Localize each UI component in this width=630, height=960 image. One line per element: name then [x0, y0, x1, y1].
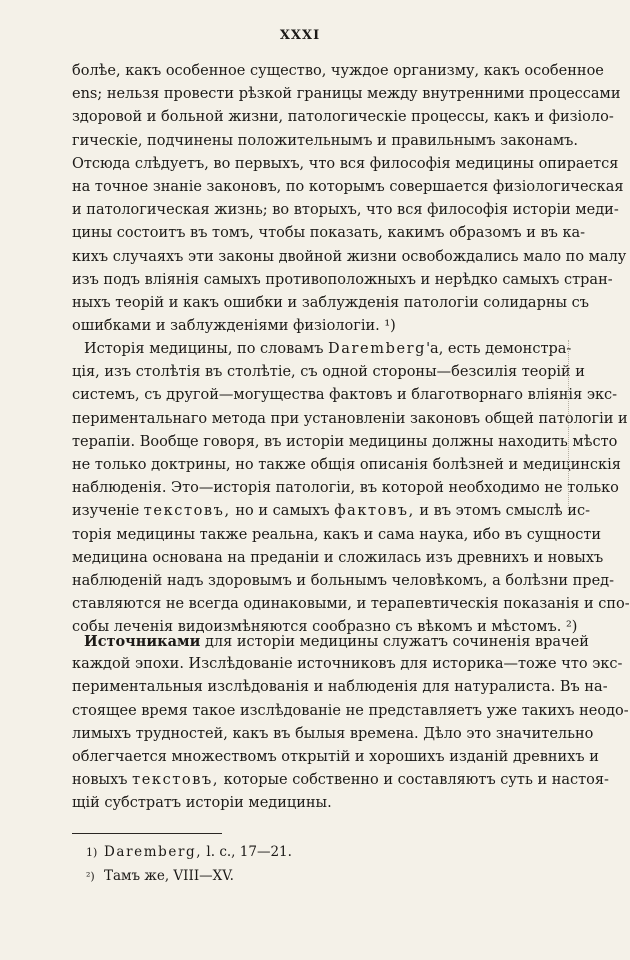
text-line: наблюденія. Это—исторія патологіи, въ которой необходимо не только: [72, 480, 619, 497]
footnotes: [86, 840, 546, 888]
author-name: Daremberg,: [104, 844, 203, 860]
emphasis-word: текстовъ,: [143, 503, 231, 520]
bold-lead-word: Источниками: [84, 633, 201, 650]
text-line: собы леченія видоизмѣняются сообразно съ вѣкомъ и мѣстомъ. ²): [72, 619, 578, 636]
text-run: которые собственно и составляютъ суть и настоя-: [223, 772, 609, 789]
footnote-text: Тамъ же, VIII—XV.: [104, 868, 234, 884]
text-run: Исторія медицины, по словамъ: [84, 341, 324, 357]
text-line: не только доктрины, но также общія описанія болѣзней и медицинскія: [72, 456, 621, 473]
text-line: [72, 630, 589, 653]
footnote-1: [86, 840, 546, 864]
footnote-text: l. c., 17—21.: [202, 844, 292, 860]
footnote-number: ²): [86, 870, 95, 883]
page-number: XXXI: [279, 28, 321, 43]
author-name: Daremberg: [328, 341, 427, 357]
footnote-number: 1): [86, 846, 98, 859]
text-line: ens; нельзя провести рѣзкой границы между внутренними процессами: [72, 86, 621, 103]
text-line: щій субстратъ исторіи медицины.: [72, 795, 332, 812]
text-line: периментальнаго метода при установленіи законовъ общей патологіи и: [72, 410, 628, 427]
text-line: ошибками и заблужденіями физіологіи. ¹): [72, 318, 396, 335]
text-line: изъ подъ вліянія самыхъ противоположныхъ и нерѣдко самыхъ стран-: [72, 271, 613, 288]
text-line: [72, 500, 590, 523]
text-line: [72, 338, 572, 361]
text-line: цины состоитъ въ томъ, чтобы показать, какимъ образомъ и въ ка-: [72, 225, 586, 242]
text-line: облегчается множествомъ открытій и хорошихъ изданій древнихъ и: [72, 748, 599, 765]
text-line: стоящее время такое изслѣдованіе не представляетъ уже такихъ неодо-: [72, 702, 629, 719]
text-line: здоровой и больной жизни, патологическіе процессы, какъ и физіоло-: [72, 109, 614, 126]
footnote-rule: [72, 833, 222, 834]
text-line: терапіи. Вообще говоря, въ исторіи медицины должны находить мѣсто: [72, 433, 618, 450]
text-line: периментальныя изслѣдованія и наблюденія для натуралиста. Въ на-: [72, 679, 608, 696]
text-run: новыхъ: [72, 772, 128, 789]
paragraph-3: [72, 630, 629, 816]
text-line: и патологическая жизнь; во вторыхъ, что вся философія исторіи меди-: [72, 202, 619, 219]
text-line: медицина основана на преданіи и сложилась изъ древнихъ и новыхъ: [72, 549, 604, 566]
text-line: ныхъ теорій и какъ ошибки и заблужденія патологіи солидарны съ: [72, 294, 590, 311]
text-line: лимыхъ трудностей, какъ въ былыя времена. Дѣло это значительно: [72, 725, 594, 742]
text-line: [72, 769, 609, 792]
text-line: кихъ случаяхъ эти законы двойной жизни освобождались мало по малу: [72, 248, 627, 265]
text-run: для исторіи медицины служатъ сочиненія врачей: [205, 634, 589, 650]
text-line: ставляются не всегда одинаковыми, и терапевтическія показанія и спо-: [72, 596, 630, 613]
text-run: 'a, есть демонстра-: [426, 341, 572, 357]
text-line: торія медицины также реальна, какъ и сама наука, ибо въ сущности: [72, 526, 602, 543]
footnote-2: [86, 864, 546, 888]
text-run: изученіе: [72, 503, 140, 520]
text-line: Отсюда слѣдуетъ, во первыхъ, что вся философія медицины опирается: [72, 155, 619, 172]
text-line: ція, изъ столѣтія въ столѣтіе, съ одной стороны—безсилія теорій и: [72, 364, 585, 381]
emphasis-word: текстовъ,: [132, 772, 220, 789]
emphasis-word: фактовъ,: [334, 503, 415, 520]
text-line: каждой эпохи. Изслѣдованіе источниковъ для историка—тоже что экс-: [72, 656, 623, 673]
text-run: но и самыхъ: [235, 503, 330, 520]
text-run: и въ этомъ смыслѣ ис-: [419, 503, 590, 520]
text-line: болѣе, какъ особенное существо, чуждое организму, какъ особенное: [72, 63, 604, 79]
text-line: системъ, съ другой—могущества фактовъ и благотворнаго вліянія экс-: [72, 387, 618, 404]
text-line: гическіе, подчинены положительнымъ и правильнымъ законамъ.: [72, 132, 578, 149]
margin-mark: [568, 340, 569, 510]
text-line: на точное знаніе законовъ, по которымъ совершается физіологическая: [72, 178, 624, 195]
text-line: наблюденій надъ здоровымъ и больнымъ человѣкомъ, а болѣзни пред-: [72, 572, 614, 589]
paragraph-2: [72, 338, 630, 639]
paragraph-1: [72, 60, 627, 338]
